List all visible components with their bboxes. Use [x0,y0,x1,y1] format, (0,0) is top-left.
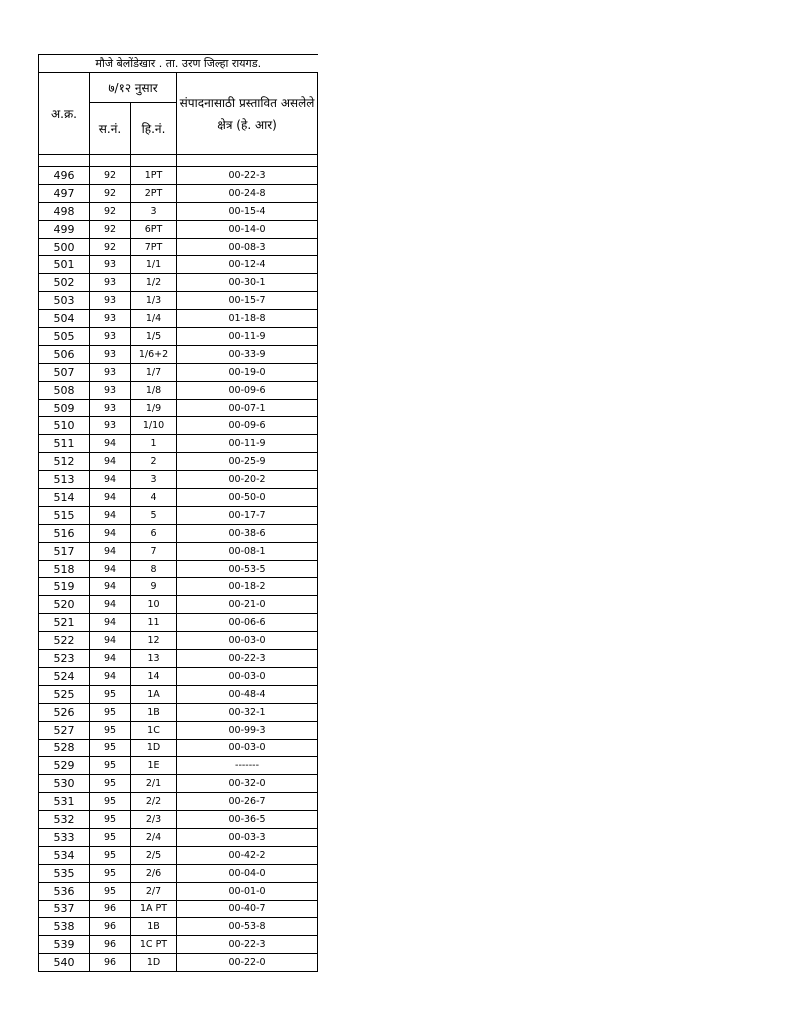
table-row [39,900,318,918]
survey-no-cell: 95 [90,828,131,846]
table-row [39,882,318,900]
table-row [39,793,318,811]
hissa-no-cell: 2/4 [131,828,177,846]
hissa-no-cell: 14 [131,667,177,685]
survey-no-cell: 94 [90,560,131,578]
survey-no-cell: 93 [90,310,131,328]
survey-no-cell: 94 [90,578,131,596]
table-row [39,560,318,578]
survey-no-cell: 94 [90,506,131,524]
survey-no-cell: 93 [90,399,131,417]
hissa-no-cell: 2/1 [131,775,177,793]
table-row [39,310,318,328]
table-row [39,739,318,757]
table-row [39,471,318,489]
table-row [39,274,318,292]
serial-cell: 529 [39,757,90,775]
survey-no-cell: 95 [90,775,131,793]
table-row [39,685,318,703]
hissa-no-cell: 1E [131,757,177,775]
table-row [39,667,318,685]
area-cell: 00-04-0 [177,864,318,882]
table-row [39,632,318,650]
hissa-no-cell: 1/1 [131,256,177,274]
area-cell: 00-40-7 [177,900,318,918]
hissa-no-cell: 1A [131,685,177,703]
survey-no-cell: 96 [90,954,131,972]
hissa-no-cell: 1/2 [131,274,177,292]
area-cell: 00-22-3 [177,167,318,185]
area-cell: 00-32-1 [177,703,318,721]
serial-cell: 534 [39,846,90,864]
spacer-row [39,155,318,167]
group-header: ७/१२ नुसार [90,73,177,103]
table-row [39,184,318,202]
survey-no-cell: 95 [90,757,131,775]
area-cell: 00-50-0 [177,489,318,507]
hissa-no-cell: 1 [131,435,177,453]
survey-no-cell: 92 [90,184,131,202]
serial-cell: 533 [39,828,90,846]
area-cell: 00-24-8 [177,184,318,202]
serial-cell: 497 [39,184,90,202]
area-cell: 00-33-9 [177,345,318,363]
area-cell: 00-42-2 [177,846,318,864]
hissa-no-cell: 1/3 [131,292,177,310]
hissa-no-cell: 1/4 [131,310,177,328]
survey-no-cell: 94 [90,453,131,471]
table-row [39,864,318,882]
header-row-1 [39,73,318,103]
table-row [39,506,318,524]
survey-no-cell: 94 [90,667,131,685]
hissa-no-cell: 1B [131,918,177,936]
table-row [39,417,318,435]
table-row [39,256,318,274]
hissa-no-cell: 1/7 [131,363,177,381]
area-header: संपादनासाठी प्रस्तावित असलेले क्षेत्र (हे. आर) [177,73,318,155]
table-row [39,775,318,793]
table-row [39,220,318,238]
hissa-no-cell: 1C [131,721,177,739]
area-cell: 00-14-0 [177,220,318,238]
area-cell: 00-18-2 [177,578,318,596]
survey-no-cell: 94 [90,632,131,650]
hissa-no-cell: 2/2 [131,793,177,811]
table-row [39,721,318,739]
area-cell: 00-19-0 [177,363,318,381]
table-row [39,363,318,381]
area-cell: 00-03-0 [177,667,318,685]
area-cell: 00-06-6 [177,614,318,632]
serial-cell: 535 [39,864,90,882]
serial-cell: 525 [39,685,90,703]
serial-cell: 527 [39,721,90,739]
serial-cell: 515 [39,506,90,524]
hissa-no-cell: 1C PT [131,936,177,954]
hissa-no-cell: 6PT [131,220,177,238]
area-cell: 00-22-0 [177,954,318,972]
area-cell: 00-38-6 [177,524,318,542]
area-cell: 00-36-5 [177,811,318,829]
area-cell: 00-22-3 [177,650,318,668]
area-cell: 00-11-9 [177,328,318,346]
area-cell: 00-26-7 [177,793,318,811]
survey-no-cell: 95 [90,864,131,882]
area-cell: 00-08-3 [177,238,318,256]
table-row [39,542,318,560]
survey-no-cell: 94 [90,524,131,542]
serial-cell: 524 [39,667,90,685]
serial-cell: 519 [39,578,90,596]
area-cell: 00-03-0 [177,739,318,757]
table-row [39,381,318,399]
survey-no-cell: 96 [90,900,131,918]
area-cell: 00-15-4 [177,202,318,220]
serial-cell: 522 [39,632,90,650]
table-row [39,650,318,668]
spacer-cell [131,155,177,167]
serial-cell: 503 [39,292,90,310]
table-row [39,578,318,596]
village-title: मौजे बेलोंडेखार . ता. उरण जिल्हा रायगड. [39,55,318,73]
area-cell: 00-17-7 [177,506,318,524]
survey-no-cell: 94 [90,542,131,560]
serial-cell: 502 [39,274,90,292]
survey-no-header: स.नं. [90,103,131,155]
area-cell: 00-15-7 [177,292,318,310]
serial-cell: 540 [39,954,90,972]
serial-cell: 518 [39,560,90,578]
serial-cell: 526 [39,703,90,721]
area-cell: 00-12-4 [177,256,318,274]
area-cell: 00-25-9 [177,453,318,471]
serial-cell: 498 [39,202,90,220]
area-cell: 00-09-6 [177,417,318,435]
area-cell: 00-03-3 [177,828,318,846]
survey-no-cell: 95 [90,739,131,757]
hissa-no-cell: 7 [131,542,177,560]
hissa-no-cell: 1B [131,703,177,721]
serial-cell: 505 [39,328,90,346]
serial-cell: 510 [39,417,90,435]
serial-cell: 504 [39,310,90,328]
survey-no-cell: 92 [90,238,131,256]
area-cell: 00-01-0 [177,882,318,900]
serial-cell: 531 [39,793,90,811]
hissa-no-cell: 7PT [131,238,177,256]
hissa-no-cell: 4 [131,489,177,507]
hissa-no-cell: 1/9 [131,399,177,417]
serial-cell: 528 [39,739,90,757]
hissa-no-cell: 11 [131,614,177,632]
table-row [39,954,318,972]
hissa-no-cell: 12 [131,632,177,650]
hissa-no-cell: 2PT [131,184,177,202]
table-row [39,918,318,936]
serial-cell: 512 [39,453,90,471]
survey-no-cell: 96 [90,918,131,936]
hissa-no-cell: 1/5 [131,328,177,346]
serial-cell: 509 [39,399,90,417]
survey-no-cell: 93 [90,363,131,381]
hissa-no-header: हि.नं. [131,103,177,155]
spacer-cell [90,155,131,167]
serial-cell: 536 [39,882,90,900]
table-row [39,936,318,954]
serial-cell: 523 [39,650,90,668]
hissa-no-cell: 1A PT [131,900,177,918]
table-row [39,828,318,846]
area-cell: 00-48-4 [177,685,318,703]
survey-no-cell: 92 [90,220,131,238]
table-row [39,167,318,185]
survey-no-cell: 94 [90,614,131,632]
survey-no-cell: 93 [90,345,131,363]
title-row [39,55,318,73]
hissa-no-cell: 5 [131,506,177,524]
survey-no-cell: 95 [90,685,131,703]
serial-cell: 537 [39,900,90,918]
serial-cell: 539 [39,936,90,954]
survey-no-cell: 93 [90,292,131,310]
serial-cell: 530 [39,775,90,793]
hissa-no-cell: 8 [131,560,177,578]
spacer-cell [39,155,90,167]
survey-no-cell: 93 [90,328,131,346]
serial-cell: 520 [39,596,90,614]
survey-no-cell: 94 [90,650,131,668]
table-row [39,435,318,453]
serial-cell: 496 [39,167,90,185]
serial-cell: 517 [39,542,90,560]
area-cell: 00-53-5 [177,560,318,578]
hissa-no-cell: 1/6+2 [131,345,177,363]
area-cell: 00-20-2 [177,471,318,489]
hissa-no-cell: 3 [131,202,177,220]
table-row [39,202,318,220]
serial-cell: 514 [39,489,90,507]
area-cell: 00-21-0 [177,596,318,614]
hissa-no-cell: 1/10 [131,417,177,435]
serial-cell: 507 [39,363,90,381]
survey-no-cell: 95 [90,721,131,739]
hissa-no-cell: 13 [131,650,177,668]
area-cell: 00-07-1 [177,399,318,417]
survey-no-cell: 93 [90,274,131,292]
hissa-no-cell: 2/3 [131,811,177,829]
hissa-no-cell: 3 [131,471,177,489]
table-row [39,238,318,256]
serial-cell: 500 [39,238,90,256]
hissa-no-cell: 1D [131,739,177,757]
serial-cell: 521 [39,614,90,632]
hissa-no-cell: 10 [131,596,177,614]
table-row [39,399,318,417]
area-cell: 00-53-8 [177,918,318,936]
table-row [39,292,318,310]
serial-cell: 508 [39,381,90,399]
serial-cell: 499 [39,220,90,238]
table-row [39,524,318,542]
table-row [39,614,318,632]
area-cell: 00-09-6 [177,381,318,399]
table-row [39,453,318,471]
serial-cell: 516 [39,524,90,542]
survey-no-cell: 94 [90,489,131,507]
serial-header: अ.क्र. [39,73,90,155]
hissa-no-cell: 2/5 [131,846,177,864]
table-row [39,345,318,363]
area-cell: ------- [177,757,318,775]
table-row [39,811,318,829]
area-cell: 00-08-1 [177,542,318,560]
survey-no-cell: 92 [90,202,131,220]
table-row [39,328,318,346]
table-row [39,703,318,721]
spacer-cell [177,155,318,167]
hissa-no-cell: 2/7 [131,882,177,900]
hissa-no-cell: 1/8 [131,381,177,399]
area-cell: 00-03-0 [177,632,318,650]
serial-cell: 532 [39,811,90,829]
hissa-no-cell: 1PT [131,167,177,185]
hissa-no-cell: 1D [131,954,177,972]
area-cell: 00-30-1 [177,274,318,292]
survey-no-cell: 95 [90,811,131,829]
serial-cell: 501 [39,256,90,274]
survey-no-cell: 93 [90,256,131,274]
survey-no-cell: 95 [90,846,131,864]
table-row [39,846,318,864]
hissa-no-cell: 2 [131,453,177,471]
table-row [39,757,318,775]
survey-no-cell: 95 [90,793,131,811]
survey-no-cell: 94 [90,435,131,453]
table-row [39,596,318,614]
area-cell: 00-22-3 [177,936,318,954]
survey-no-cell: 92 [90,167,131,185]
area-cell: 00-11-9 [177,435,318,453]
hissa-no-cell: 6 [131,524,177,542]
survey-no-cell: 93 [90,381,131,399]
hissa-no-cell: 9 [131,578,177,596]
area-cell: 00-99-3 [177,721,318,739]
survey-no-cell: 93 [90,417,131,435]
survey-no-cell: 95 [90,703,131,721]
survey-no-cell: 95 [90,882,131,900]
serial-cell: 511 [39,435,90,453]
hissa-no-cell: 2/6 [131,864,177,882]
survey-no-cell: 96 [90,936,131,954]
area-cell: 00-32-0 [177,775,318,793]
survey-no-cell: 94 [90,596,131,614]
survey-no-cell: 94 [90,471,131,489]
land-acquisition-table [38,54,318,972]
serial-cell: 538 [39,918,90,936]
serial-cell: 513 [39,471,90,489]
area-cell: 01-18-8 [177,310,318,328]
serial-cell: 506 [39,345,90,363]
table-row [39,489,318,507]
